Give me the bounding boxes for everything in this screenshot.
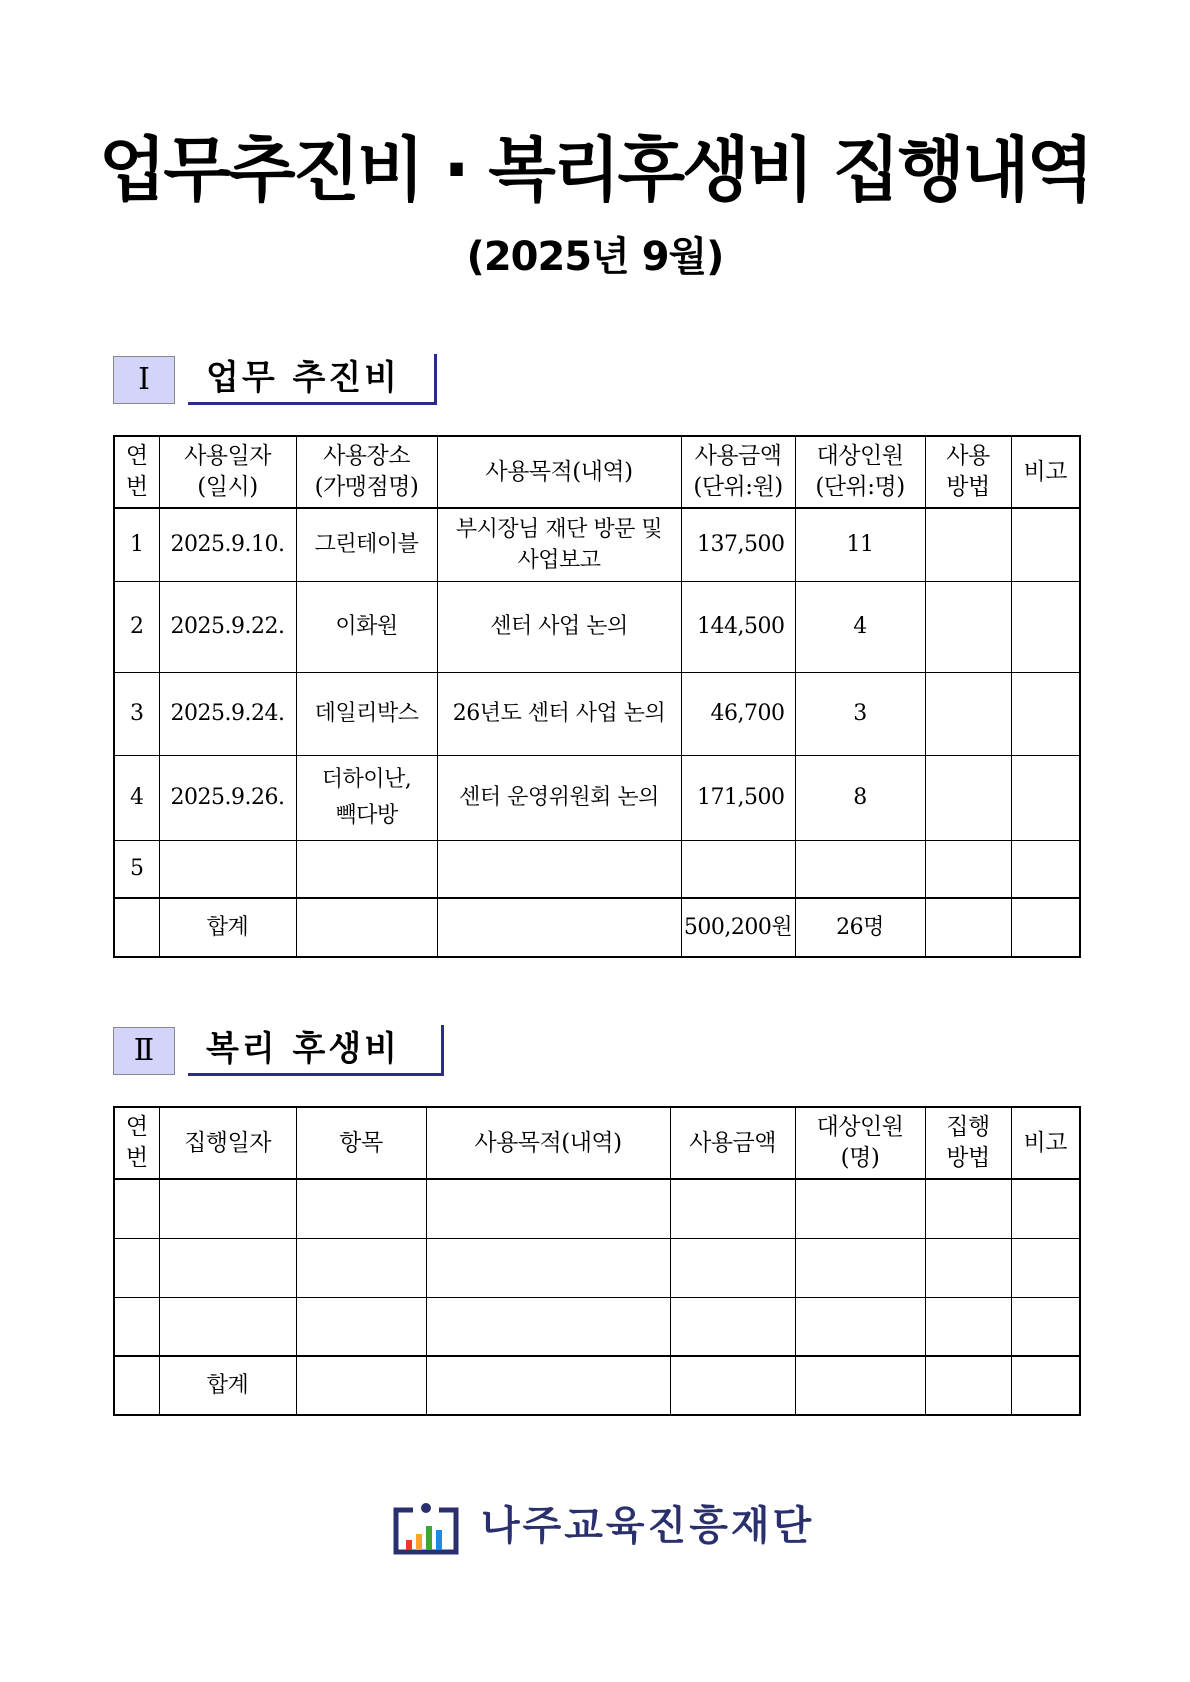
header-note: 비고 xyxy=(1011,436,1080,508)
header-amount: 사용금액 (단위:원) xyxy=(681,436,795,508)
foundation-logo-icon xyxy=(393,1498,465,1558)
table-row xyxy=(114,1297,1080,1356)
header-method: 사용 방법 xyxy=(925,436,1011,508)
total-row xyxy=(114,1356,1080,1415)
page-title: 업무추진비 · 복리후생비 집행내역 xyxy=(98,129,1092,211)
header-purpose: 사용목적(내역) xyxy=(437,436,681,508)
header-date: 집행일자 xyxy=(159,1107,296,1179)
section-1-number: Ⅰ xyxy=(113,356,175,404)
table-header-row xyxy=(114,436,1080,508)
header-amount: 사용금액 xyxy=(670,1107,795,1179)
header-item: 항목 xyxy=(296,1107,426,1179)
table-row: 3 2025.9.24. 데일리박스 26년도 센터 사업 논의 46,700 3 xyxy=(114,672,1080,755)
table-row xyxy=(114,1238,1080,1297)
section-2-title: 복리 후생비 xyxy=(188,1025,444,1076)
page-subtitle: (2025년 9월) xyxy=(466,234,724,280)
welfare-table xyxy=(113,1106,1081,1416)
header-date: 사용일자 (일시) xyxy=(159,436,296,508)
header-no: 연 번 xyxy=(114,436,159,508)
table-row: 1 2025.9.10. 그린테이블 부시장님 재단 방문 및 사업보고 137,500 11 xyxy=(114,508,1080,581)
total-row xyxy=(114,898,1080,957)
section-1-title: 업무 추진비 xyxy=(188,354,437,405)
table-row: 4 2025.9.26. 더하이난, 빽다방 센터 운영위원회 논의 171,500 8 xyxy=(114,755,1080,840)
expense-table xyxy=(113,435,1081,958)
foundation-logo xyxy=(393,1498,813,1558)
table-row: 2 2025.9.22. 이화원 센터 사업 논의 144,500 4 xyxy=(114,581,1080,672)
header-no: 연 번 xyxy=(114,1107,159,1179)
header-method: 집행 방법 xyxy=(925,1107,1011,1179)
section-2-number: Ⅱ xyxy=(113,1027,175,1075)
total-amount: 500,200원 xyxy=(681,898,795,957)
total-label: 합계 xyxy=(159,1356,296,1415)
foundation-name: 나주교육진흥재단 xyxy=(481,1503,815,1549)
header-place: 사용장소 (가맹점명) xyxy=(296,436,437,508)
total-people: 26명 xyxy=(795,898,925,957)
header-note: 비고 xyxy=(1011,1107,1080,1179)
table-row xyxy=(114,1179,1080,1238)
header-purpose: 사용목적(내역) xyxy=(426,1107,670,1179)
header-people: 대상인원 (명) xyxy=(795,1107,925,1179)
table-header-row xyxy=(114,1107,1080,1179)
total-label: 합계 xyxy=(159,898,296,957)
table-row: 5 xyxy=(114,840,1080,898)
header-people: 대상인원 (단위:명) xyxy=(795,436,925,508)
